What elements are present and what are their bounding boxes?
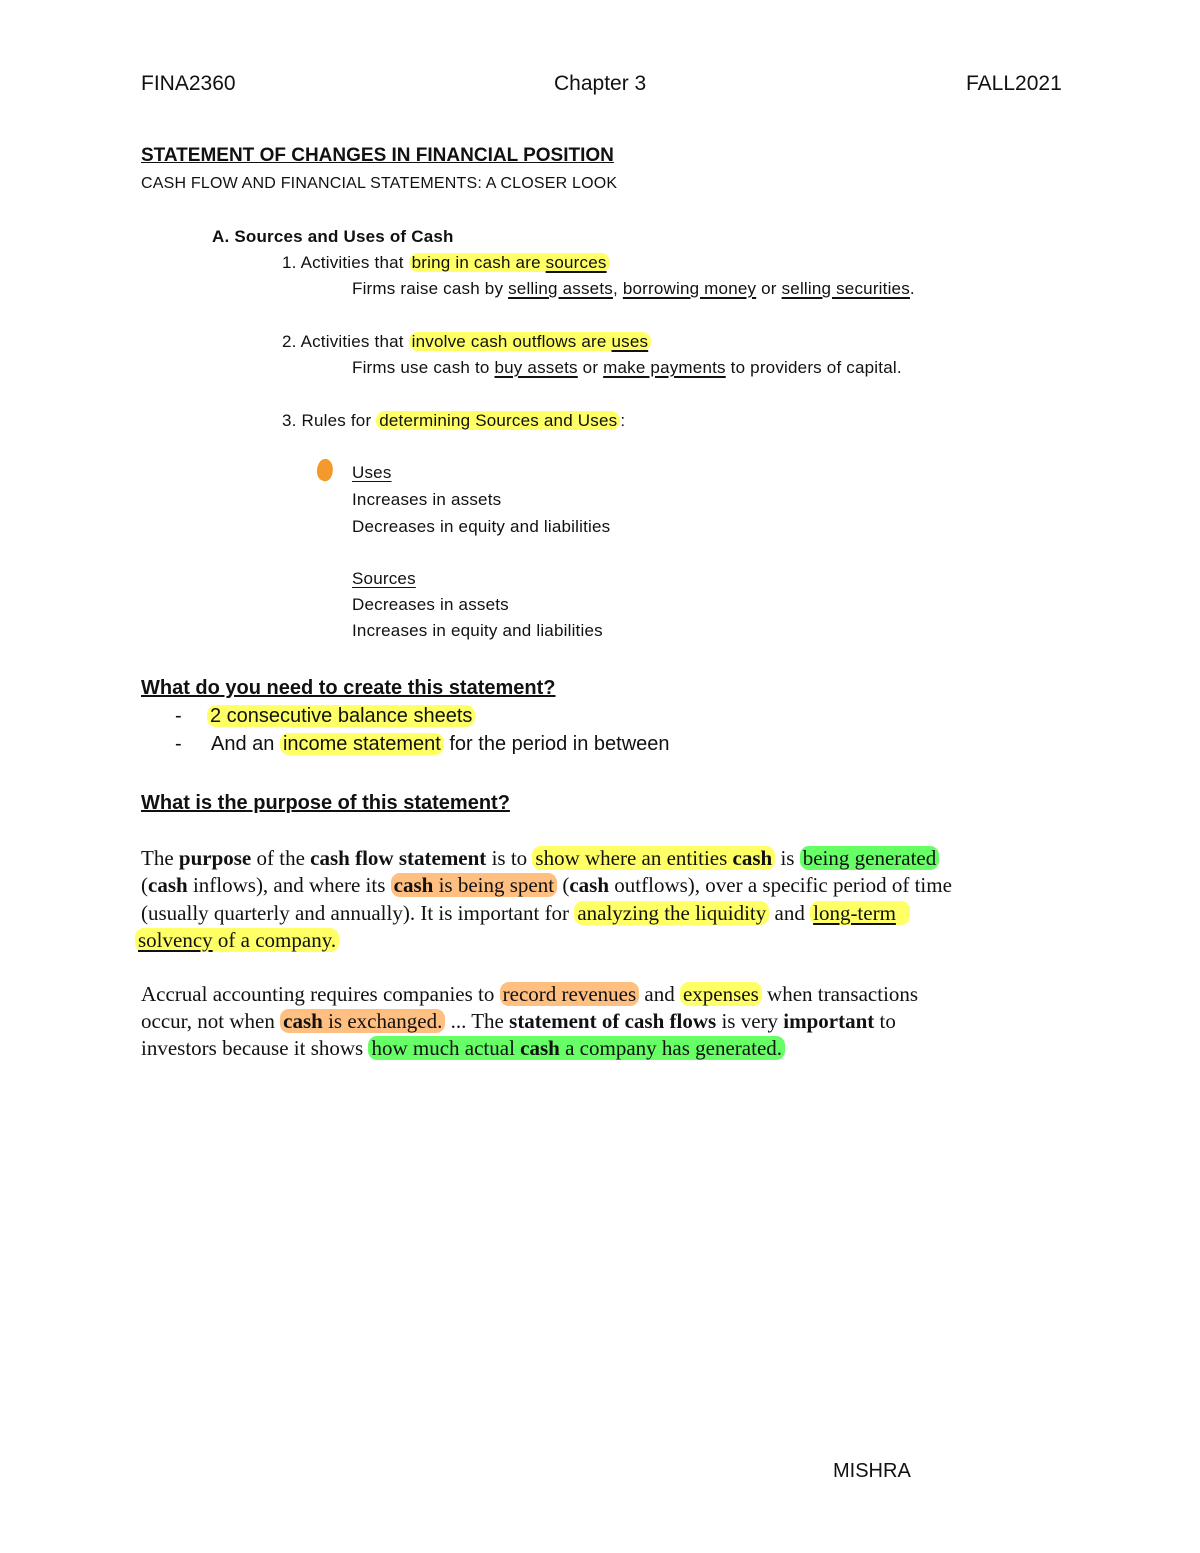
need-bullet-2: And an income statement for the period in between [211, 733, 670, 755]
income-statement: income statement [280, 733, 444, 755]
bullet-dash-1: - [175, 705, 182, 727]
purpose-p1-line-1: The purpose of the cash flow statement is to show where an entities cash is being generated [141, 845, 939, 872]
purpose-p1-line-4 [135, 927, 339, 954]
borrowing-money: borrowing money [622, 279, 757, 298]
header-course: FINA2360 [141, 72, 236, 95]
purpose-p1-line-2: (cash inflows), and where its cash is being spent (cash outflows), over a specific period of time [141, 873, 952, 897]
item-1-detail: Firms raise cash by selling assets, borrowing money or selling securities. [352, 279, 915, 298]
item-3: 3. Rules for determining Sources and Uses : [282, 411, 626, 430]
item-2-detail: Firms use cash to buy assets or make payments to providers of capital. [352, 358, 902, 377]
orange-marker-icon [315, 457, 336, 482]
bullet-dash-2: - [175, 733, 182, 755]
purpose-p2-line-1: Accrual accounting requires companies to record revenues and expenses when transactions [141, 982, 919, 1006]
show-where-highlight: show where an entities cash [532, 846, 775, 870]
item-2: 2. Activities that involve cash outflows are uses [282, 332, 651, 352]
section-a-heading: A. Sources and Uses of Cash [212, 227, 454, 246]
selling-assets: selling assets [508, 279, 613, 298]
consecutive-balance-sheets: 2 consecutive balance sheets [207, 705, 475, 727]
cash-exchanged-highlight: cash is exchanged. [280, 1009, 445, 1033]
buy-assets: buy assets [494, 358, 578, 377]
cash-spent-highlight: cash is being spent [391, 873, 557, 897]
selling-securities: selling securities [781, 279, 910, 298]
purpose-p2-line-3: investors because it shows how much actual cash a company has generated. [141, 1035, 785, 1062]
footer-author: MISHRA [833, 1460, 911, 1482]
need-bullet-1 [207, 705, 475, 728]
uses-line-1: Increases in assets [352, 490, 502, 509]
cash-generated-highlight: how much actual cash a company has generated. [368, 1036, 785, 1060]
item-1-prefix: 1. Activities that [282, 253, 409, 272]
page-subtitle: CASH FLOW AND FINANCIAL STATEMENTS: A CLOSER LOOK [141, 175, 618, 192]
sources-line-1: Decreases in assets [352, 595, 509, 614]
purpose-p1-line-3: (usually quarterly and annually). It is important for analyzing the liquidity and long-term [141, 900, 910, 927]
header-term: FALL2021 [966, 72, 1062, 95]
uses-line-2: Decreases in equity and liabilities [352, 517, 611, 536]
being-generated-highlight: being generated [800, 846, 940, 870]
make-payments: make payments [603, 358, 726, 377]
sources-title: Sources [352, 569, 416, 588]
page-title: STATEMENT OF CHANGES IN FINANCIAL POSITION [141, 145, 614, 166]
purpose-heading: What is the purpose of this statement? [141, 792, 510, 814]
need-heading: What do you need to create this statement? [141, 677, 556, 699]
record-revenues-highlight: record revenues [500, 982, 640, 1006]
item-1 [282, 253, 610, 273]
item-1-sources: sources [545, 253, 607, 272]
uses-title: Uses [352, 463, 392, 482]
long-term-highlight: long-term [810, 901, 910, 925]
item-2-uses: uses [611, 332, 649, 351]
expenses-highlight: expenses [680, 982, 762, 1006]
sources-line-2: Increases in equity and liabilities [352, 621, 603, 640]
item-2-highlight: involve cash outflows are uses [409, 332, 652, 351]
purpose-p2-line-2: occur, not when cash is exchanged. ... The statement of cash flows is very important to [141, 1009, 896, 1033]
liquidity-highlight: analyzing the liquidity [574, 901, 769, 925]
header-chapter: Chapter 3 [554, 72, 647, 95]
item-3-highlight: determining Sources and Uses [376, 411, 620, 430]
item-1-highlight: bring in cash are sources [409, 253, 610, 272]
solvency-highlight: solvency of a company. [135, 928, 339, 952]
